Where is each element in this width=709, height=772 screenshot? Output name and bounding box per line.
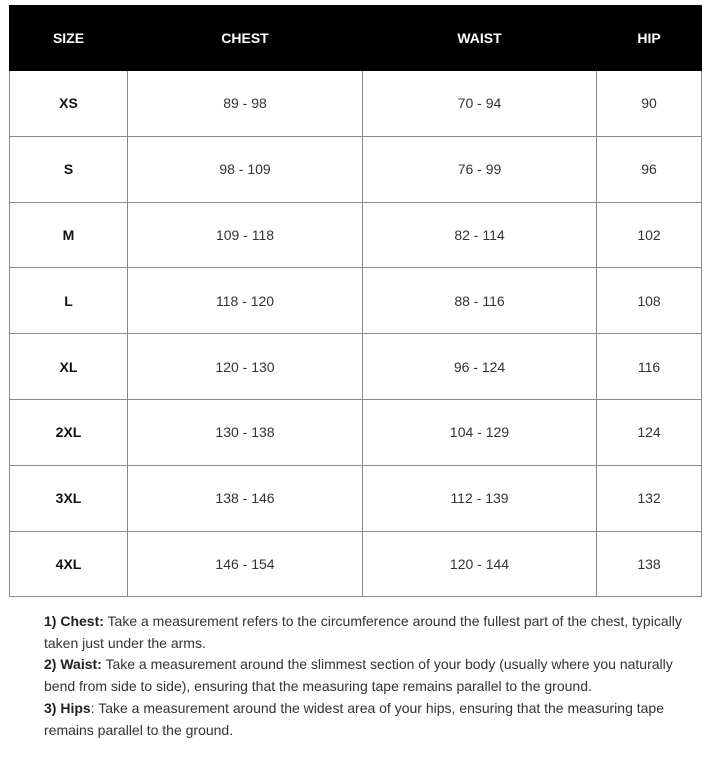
table-row: [10, 136, 702, 202]
chest-cell: 109 - 118: [128, 202, 363, 268]
size-cell: 2XL: [10, 399, 128, 465]
size-cell: L: [10, 268, 128, 334]
waist-cell: 88 - 116: [363, 268, 597, 334]
size-cell: XL: [10, 334, 128, 400]
chest-cell: 89 - 98: [128, 71, 363, 137]
chest-cell: 118 - 120: [128, 268, 363, 334]
table-row: [10, 202, 702, 268]
waist-cell: 82 - 114: [363, 202, 597, 268]
waist-cell: 96 - 124: [363, 334, 597, 400]
hip-cell: 96: [597, 136, 702, 202]
size-cell: S: [10, 136, 128, 202]
hip-cell: 132: [597, 465, 702, 531]
header-waist: WAIST: [363, 6, 597, 71]
note-label: 1) Chest:: [44, 613, 104, 629]
waist-cell: 76 - 99: [363, 136, 597, 202]
table-row: [10, 71, 702, 137]
size-cell: 4XL: [10, 531, 128, 597]
header-row: [10, 6, 702, 71]
note-text: Take a measurement around the slimmest section of your body (usually where you naturally bend from side to side), ensuring that the measuring tape remains parallel to the ground.: [44, 656, 673, 695]
note-hips: [44, 698, 700, 741]
hip-cell: 90: [597, 71, 702, 137]
header-size: SIZE: [10, 6, 128, 71]
header-chest: CHEST: [128, 6, 363, 71]
hip-cell: 124: [597, 399, 702, 465]
waist-cell: 112 - 139: [363, 465, 597, 531]
table-row: [10, 465, 702, 531]
note-text: Take a measurement refers to the circumference around the fullest part of the chest, typically taken just under the arms.: [44, 613, 682, 651]
hip-cell: 138: [597, 531, 702, 597]
note-label: 3) Hips: [44, 699, 91, 716]
chest-cell: 146 - 154: [128, 531, 363, 597]
size-chart-table: [9, 5, 702, 597]
waist-cell: 70 - 94: [363, 71, 597, 137]
hip-cell: 108: [597, 268, 702, 334]
size-cell: M: [10, 202, 128, 268]
note-text: : Take a measurement around the widest area of your hips, ensuring that the measuring tape remains parallel to the ground.: [44, 699, 664, 738]
waist-cell: 104 - 129: [363, 399, 597, 465]
table-body: [10, 71, 702, 597]
table-row: [10, 334, 702, 400]
hip-cell: 102: [597, 202, 702, 268]
header-hip: HIP: [597, 6, 702, 71]
table-row: [10, 268, 702, 334]
measurement-notes: [44, 611, 700, 741]
chest-cell: 98 - 109: [128, 136, 363, 202]
note-chest: [44, 611, 700, 654]
size-cell: 3XL: [10, 465, 128, 531]
table-row: [10, 531, 702, 597]
note-waist: [44, 654, 700, 697]
note-label: 2) Waist:: [44, 656, 102, 673]
hip-cell: 116: [597, 334, 702, 400]
chest-cell: 138 - 146: [128, 465, 363, 531]
table-row: [10, 399, 702, 465]
chest-cell: 120 - 130: [128, 334, 363, 400]
chest-cell: 130 - 138: [128, 399, 363, 465]
waist-cell: 120 - 144: [363, 531, 597, 597]
table-header: [10, 6, 702, 71]
size-cell: XS: [10, 71, 128, 137]
